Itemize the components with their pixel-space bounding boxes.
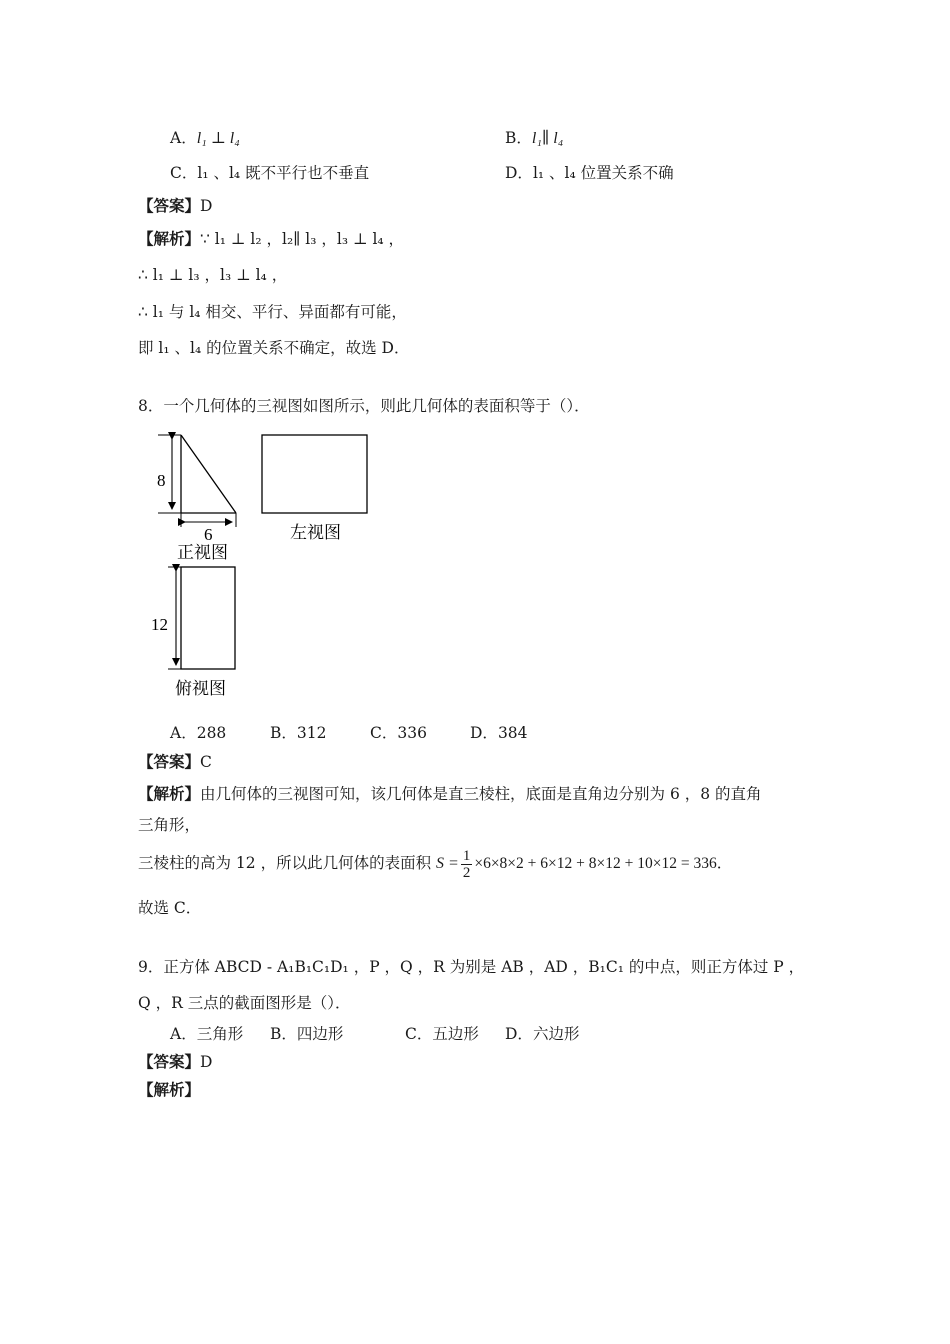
front-height-label: 8 [157,471,166,490]
q9-option-b-value: 四边形 [296,1025,344,1043]
q9-option-b-label: B． [270,1025,297,1043]
q8-answer-value: C [200,753,212,771]
q7-analysis-label: 【解析】 [138,229,201,248]
q8-option-b [270,723,326,743]
q8-analysis-text3: 三棱柱的高为 12 ，所以此几何体的表面积 [138,854,432,872]
left-view [262,435,367,542]
q9-option-d-value: 六边形 [532,1025,580,1043]
q7-analysis-line1 [138,229,404,249]
top-depth-label: 12 [151,615,168,634]
q7-answer-value: D [200,197,213,215]
q8-formula-numerator: 1 [462,847,471,864]
q8-option-a-label: A． [170,724,197,742]
q9-analysis-label: 【解析】 [138,1080,201,1099]
q8-answer [138,752,212,772]
q9-option-d-label: D． [505,1025,533,1043]
q9-option-c-label: C． [405,1025,433,1043]
front-view [157,435,236,562]
q7-option-c-label: C． [170,164,198,182]
q8-analysis-line4: 故选 C． [138,899,202,917]
top-view [151,567,235,698]
q8-option-d-value: 384 [497,724,528,742]
q9-option-c-value: 五边形 [432,1025,479,1043]
q8-option-c-label: C． [370,724,398,742]
q9-answer-label: 【答案】 [138,1052,201,1071]
left-view-caption: 左视图 [290,523,341,542]
q7-option-d-label: D． [505,164,533,182]
q8-analysis-line2: 三角形， [138,816,201,834]
q7-analysis-line2: ∴ l₁ ⊥ l₃ ，l₃ ⊥ l₄ ， [138,266,288,284]
q7-option-a [170,128,240,149]
q7-option-b-expr: l₁∥ l₄ [531,130,564,147]
q7-analysis-line3: ∴ l₁ 与 l₄ 相交、平行、异面都有可能， [138,303,407,321]
q9-option-a-value: 三角形 [196,1025,244,1043]
q9-option-c [405,1024,479,1044]
q7-option-d-text: l₁ 、l₄ 位置关系不确 [532,164,674,182]
q9-stem-line2: Q ，R 三点的截面图形是（）． [138,994,351,1012]
q7-option-a-label: A． [170,129,197,147]
q8-option-a-value: 288 [196,724,227,742]
q9-option-a-label: A． [170,1025,197,1043]
q8-analysis-line1 [138,784,762,804]
q9-option-d [505,1024,579,1044]
front-width-label: 6 [204,525,213,544]
q8-option-d-label: D． [470,724,498,742]
q9-option-a [170,1024,243,1044]
top-view-caption: 俯视图 [175,679,226,698]
q8-stem: 8．一个几何体的三视图如图所示，则此几何体的表面积等于（）． [138,397,590,415]
q9-option-b [270,1024,343,1044]
q8-option-a [170,723,226,743]
q8-option-d [470,723,528,743]
q7-option-b-label: B． [505,129,532,147]
q7-answer [138,196,212,216]
q7-analysis-text1: ∵ l₁ ⊥ l₂ ，l₂∥ l₃ ，l₃ ⊥ l₄ ， [200,230,405,248]
q8-option-c-value: 336 [397,724,427,742]
front-view-caption: 正视图 [177,543,228,562]
q7-analysis-line4: 即 l₁ 、l₄ 的位置关系不确定，故选 D． [138,339,410,357]
q8-formula-denominator: 2 [462,864,471,881]
q8-analysis-line3 [138,843,732,884]
q8-option-b-value: 312 [296,724,327,742]
q8-answer-label: 【答案】 [138,752,201,771]
q8-option-b-label: B． [270,724,297,742]
q7-answer-label: 【答案】 [138,196,201,215]
q8-formula-lhs: S = [436,855,459,872]
q8-analysis-text1: 由几何体的三视图可知，该几何体是直三棱柱，底面是直角边分别为 6 ，8 的直角 [200,785,762,803]
q7-option-b [505,128,563,149]
q7-option-d [505,163,674,183]
q7-option-a-expr: l₁ ⊥ l₄ [196,130,240,147]
q8-analysis-label: 【解析】 [138,784,201,803]
q7-option-c-text: l₁ 、l₄ 既不平行也不垂直 [197,164,370,182]
q9-stem-line1: 9．正方体 ABCD - A₁B₁C₁D₁ ，P ，Q ，R 为别是 AB ，AD ，B₁C₁ 的中点，则正方体过 P ， [138,958,805,976]
q9-answer [138,1052,212,1072]
q8-formula-rhs: ×6×8×2 + 6×12 + 8×12 + 10×12 = 336 [474,855,717,872]
q7-option-c [170,163,369,183]
q8-option-c [370,723,427,743]
q8-three-view-figure [150,425,390,710]
q8-formula-fraction [461,848,473,881]
q9-answer-value: D [200,1053,213,1071]
q8-formula-end: ． [716,854,733,872]
